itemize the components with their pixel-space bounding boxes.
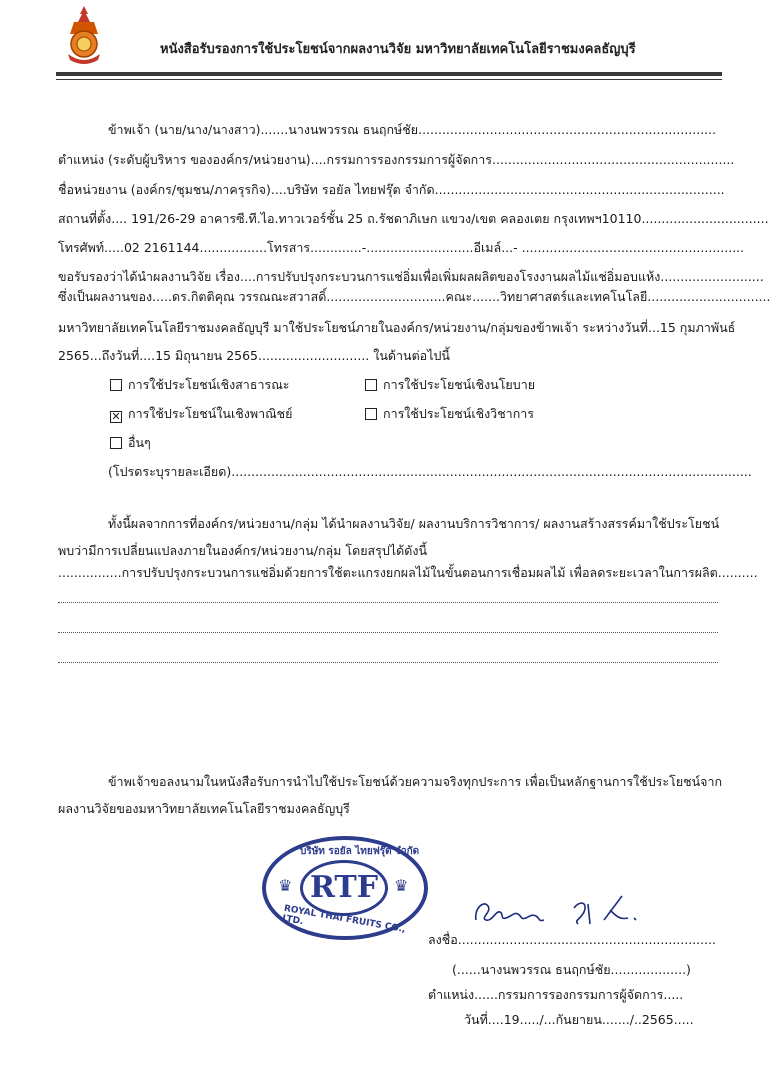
option-academic-label: การใช้ประโยชน์เชิงวิชาการ — [383, 406, 535, 421]
blank-dotted-line — [58, 632, 718, 633]
document-title: หนังสือรับรองการใช้ประโยชน์จากผลงานวิจัย มหาวิทยาลัยเทคโนโลยีราชมงคลธัญบุรี — [160, 42, 636, 57]
position-line: ตำแหน่ง (ระดับผู้บริหาร ขององค์กร/หน่วยงาน)....กรรมการรองกรรมการผู้จัดการ............................................................. — [58, 152, 735, 167]
checkbox-commercial-checked[interactable]: ✕ — [111, 410, 121, 423]
organization-line: ชื่อหน่วยงาน (องค์กร/ชุมชน/ภาครุรกิจ)....บริษัท รอยัล ไทยฟรุ๊ต จำกัด......................................................................... — [58, 182, 725, 197]
checkbox-academic[interactable] — [365, 408, 377, 420]
stamp-company-english: ROYAL THAI FRUITS CO., LTD. — [281, 903, 407, 936]
option-public[interactable] — [110, 375, 290, 395]
crown-icon: ♛ — [278, 876, 293, 895]
university-emblem-icon — [64, 4, 104, 64]
checkbox-policy[interactable] — [365, 379, 377, 391]
company-stamp — [262, 836, 428, 940]
option-policy-label: การใช้ประโยชน์เชิงนโยบาย — [383, 377, 536, 392]
option-other-label: อื่นๆ — [128, 435, 151, 450]
sign-date: วันที่....19...../...กันยายน......./..2565..... — [464, 1012, 694, 1027]
signer-name: (......นางนพวรรณ ธนฤกษ์ชัย...................) — [452, 962, 691, 977]
contact-line: โทรศัพท์.....02 2161144.................โทรสาร.............-...........................อีเมล์...- ........................................................ — [58, 240, 745, 255]
handwritten-signature — [470, 890, 670, 930]
option-academic[interactable] — [365, 404, 534, 424]
research-title-line: ขอรับรองว่าได้นำผลงานวิจัย เรื่อง....การปรับปรุงกระบวนการแช่อิ่มเพื่อเพิ่มผลผลิตของโรงงานผลไม้แช่อิ่มอบแห้ง.......................... — [58, 269, 764, 284]
requester-name-line: ข้าพเจ้า (นาย/นาง/นางสาว).......นางนพวรรณ ธนฤกษ์ชัย........................................................................... — [108, 122, 717, 137]
blank-dotted-line — [58, 662, 718, 663]
certify-line-2: ผลงานวิจัยของมหาวิทยาลัยเทคโนโลยีราชมงคลธัญบุรี — [58, 801, 350, 816]
usage-period-line: มหาวิทยาลัยเทคโนโลยีราชมงคลธัญบุรี มาใช้ประโยชน์ภายในองค์กร/หน่วยงาน/กลุ่มของข้าพเจ้า ระหว่างวันที่...15 กุมภาพันธ์ — [58, 320, 736, 335]
stamp-logo: RTF — [300, 860, 388, 916]
stamp-company-thai: บริษัท รอยัล ไทยฟรุ๊ต จำกัด — [300, 846, 420, 857]
header-rule — [56, 72, 722, 76]
result-line-1: ทั้งนี้ผลจากการที่องค์กร/หน่วยงาน/กลุ่ม ได้นำผลงานวิจัย/ ผลงานบริการวิชาการ/ ผลงานสร้างสรรค์มาใช้ประโยชน์ — [108, 516, 720, 531]
researcher-line: ซึ่งเป็นผลงานของ.....ดร.กิตติคุณ วรรณณะสวาสดิ์..............................คณะ.......วิทยาศาสตร์และเทคโนโลยี............................... — [58, 289, 771, 304]
option-commercial[interactable] — [110, 404, 293, 424]
certify-line-1: ข้าพเจ้าขอลงนามในหนังสือรับการนำไปใช้ประโยชน์ด้วยความจริงทุกประการ เพื่อเป็นหลักฐานการใช้ประโยชน์จาก — [108, 774, 723, 789]
address-line: สถานที่ตั้ง.... 191/26-29 อาคารซี.ที.ไอ.ทาวเวอร์ชั้น 25 ถ.รัชดาภิเษก แขวง/เขต คลองเตย กรุงเทพฯ10110................................ — [58, 211, 769, 226]
signer-position: ตำแหน่ง......กรรมการรองกรรมการผู้จัดการ..... — [428, 987, 684, 1002]
detail-line: (โปรดระบุรายละเอียด)................................................................................................................................... — [108, 464, 752, 479]
option-other[interactable] — [110, 433, 151, 453]
option-public-label: การใช้ประโยชน์เชิงสาธารณะ — [128, 377, 290, 392]
checkbox-other[interactable] — [110, 437, 122, 449]
result-summary-line: ................การปรับปรุงกระบวนการแช่อิ่มด้วยการใช้ตะแกรงยกผลไม้ในขั้นตอนการเชื่อมผลไม้ เพื่อลดระยะเวลาในการผลิต.......... — [58, 565, 758, 580]
blank-dotted-line — [58, 602, 718, 603]
signature-line: ลงชื่อ................................................................. — [428, 932, 717, 947]
option-commercial-label: การใช้ประโยชน์ในเชิงพาณิชย์ — [128, 406, 293, 421]
checkbox-public[interactable] — [110, 379, 122, 391]
option-policy[interactable] — [365, 375, 535, 395]
result-line-2: พบว่ามีการเปลี่ยนแปลงภายในองค์กร/หน่วยงาน/กลุ่ม โดยสรุปได้ดังนี้ — [58, 543, 427, 558]
crown-icon: ♛ — [394, 876, 409, 895]
usage-period-line-2: 2565...ถึงวันที่....15 มิถุนายน 2565............................ ในด้านต่อไปนี้ — [58, 348, 450, 363]
header-rule-thin — [56, 79, 722, 80]
